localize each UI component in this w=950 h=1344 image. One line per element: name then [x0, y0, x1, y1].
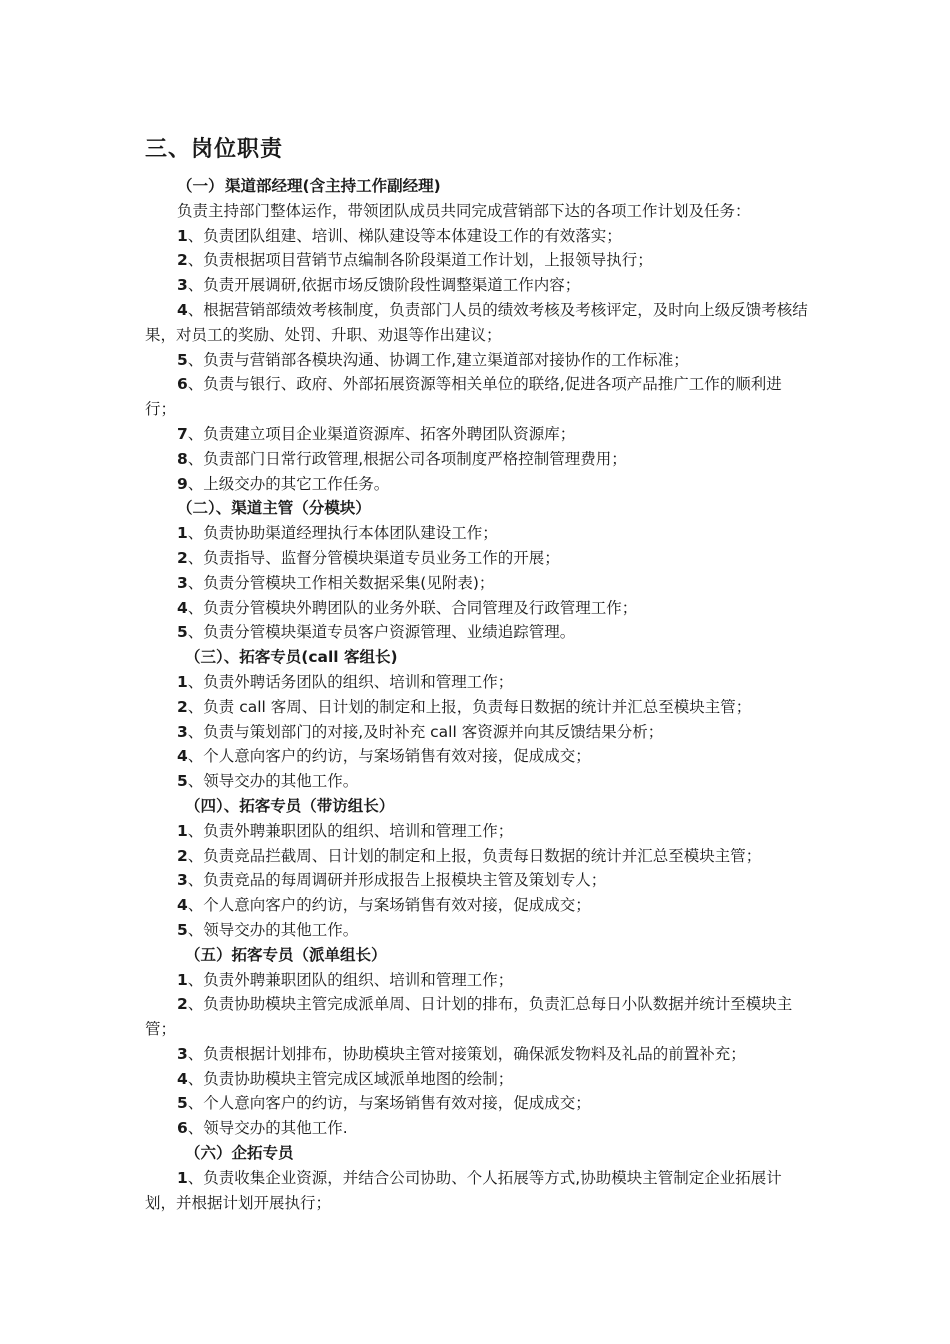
- list-item: 1、负责外聘兼职团队的组织、培训和管理工作；: [177, 821, 514, 840]
- list-item: 2、负责根据项目营销节点编制各阶段渠道工作计划，上报领导执行；: [177, 251, 653, 270]
- list-item: 4、个人意向客户的约访，与案场销售有效对接，促成成交；: [177, 747, 591, 766]
- list-item: 2、负责竞品拦截周、日计划的制定和上报，负责每日数据的统计并汇总至模块主管；: [177, 846, 762, 865]
- document-body: [145, 174, 810, 1215]
- section-number: （一）: [177, 177, 224, 195]
- list-item: 3、负责根据计划排布，协助模块主管对接策划，确保派发物料及礼品的前置补充；: [177, 1044, 746, 1063]
- section-number: （四）、: [185, 796, 240, 815]
- page-title: 三、岗位职责: [145, 137, 284, 162]
- section-heading: [145, 943, 810, 968]
- list-item: 5、负责分管模块渠道专员客户资源管理、业绩追踪管理。: [177, 623, 576, 642]
- list-item: 3、负责开展调研,依据市场反馈阶段性调整渠道工作内容；: [177, 276, 581, 295]
- list-item: 4、负责分管模块外聘团队的业务外联、合同管理及行政管理工作；: [177, 598, 638, 617]
- list-item: 5、负责与营销部各模块沟通、协调工作,建立渠道部对接协作的工作标准；: [177, 350, 689, 369]
- list-item: 3、负责竞品的每周调研并形成报告上报模块主管及策划专人；: [177, 871, 607, 890]
- section-name: 企拓专员: [231, 1144, 294, 1163]
- section-name: 拓客专员（派单组长）: [231, 945, 387, 964]
- list-item: 5、个人意向客户的约访，与案场销售有效对接，促成成交；: [177, 1094, 591, 1113]
- section-number: （二）、: [177, 499, 232, 518]
- section-heading: [145, 496, 810, 521]
- list-item: 4、负责协助模块主管完成区域派单地图的绘制；: [177, 1069, 514, 1088]
- section-number: （五）: [185, 945, 232, 964]
- section-name: 拓客专员(call 客组长): [239, 648, 398, 667]
- list-item: 1、负责团队组建、培训、梯队建设等本体建设工作的有效落实；: [177, 226, 622, 245]
- list-item: 5、领导交办的其他工作。: [177, 920, 359, 939]
- section-heading: [145, 794, 810, 819]
- list-item: 7、负责建立项目企业渠道资源库、拓客外聘团队资源库；: [177, 424, 576, 443]
- list-item: 3、负责分管模块工作相关数据采集(见附表)；: [177, 573, 495, 592]
- list-item: 1、负责外聘话务团队的组织、培训和管理工作；: [177, 672, 514, 691]
- list-item: 6、领导交办的其他工作.: [177, 1119, 348, 1138]
- section-name: 渠道部经理(含主持工作副经理): [225, 177, 441, 195]
- section-heading: [145, 174, 810, 199]
- list-item: 9、上级交办的其它工作任务。: [177, 474, 390, 493]
- list-item: 8、负责部门日常行政管理,根据公司各项制度严格控制管理费用；: [177, 449, 627, 468]
- section-heading: [145, 1141, 810, 1166]
- section-number: （三）、: [185, 648, 240, 667]
- list-item: 2、负责 call 客周、日计划的制定和上报，负责每日数据的统计并汇总至模块主管；: [177, 697, 752, 716]
- list-item: 3、负责与策划部门的对接,及时补充 call 客资源并向其反馈结果分析；: [177, 722, 664, 741]
- list-item: 1、负责收集企业资源，并结合公司协助、个人拓展等方式,协助模块主管制定企业拓展计划，并根据计划开展执行；: [145, 1168, 782, 1212]
- list-item: 6、负责与银行、政府、外部拓展资源等相关单位的联络,促进各项产品推广工作的顺利进行；: [145, 375, 782, 419]
- section-name: 渠道主管（分模块）: [231, 499, 371, 518]
- section-name: 拓客专员（带访组长）: [239, 796, 395, 815]
- section-heading: [145, 645, 810, 670]
- section-number: （六）: [185, 1144, 232, 1163]
- list-item: 4、个人意向客户的约访，与案场销售有效对接，促成成交；: [177, 896, 591, 915]
- section-intro: 负责主持部门整体运作，带领团队成员共同完成营销部下达的各项工作计划及任务：: [177, 201, 751, 220]
- list-item: 5、领导交办的其他工作。: [177, 772, 359, 791]
- list-item: 1、负责外聘兼职团队的组织、培训和管理工作；: [177, 970, 514, 989]
- list-item: 2、负责指导、监督分管模块渠道专员业务工作的开展；: [177, 548, 560, 567]
- list-item: 2、负责协助模块主管完成派单周、日计划的排布，负责汇总每日小队数据并统计至模块主管；: [145, 995, 793, 1039]
- list-item: 1、负责协助渠道经理执行本体团队建设工作；: [177, 524, 498, 543]
- list-item: 4、根据营销部绩效考核制度，负责部门人员的绩效考核及考核评定，及时向上级反馈考核结果，对员工的奖励、处罚、升职、劝退等作出建议；: [145, 300, 808, 344]
